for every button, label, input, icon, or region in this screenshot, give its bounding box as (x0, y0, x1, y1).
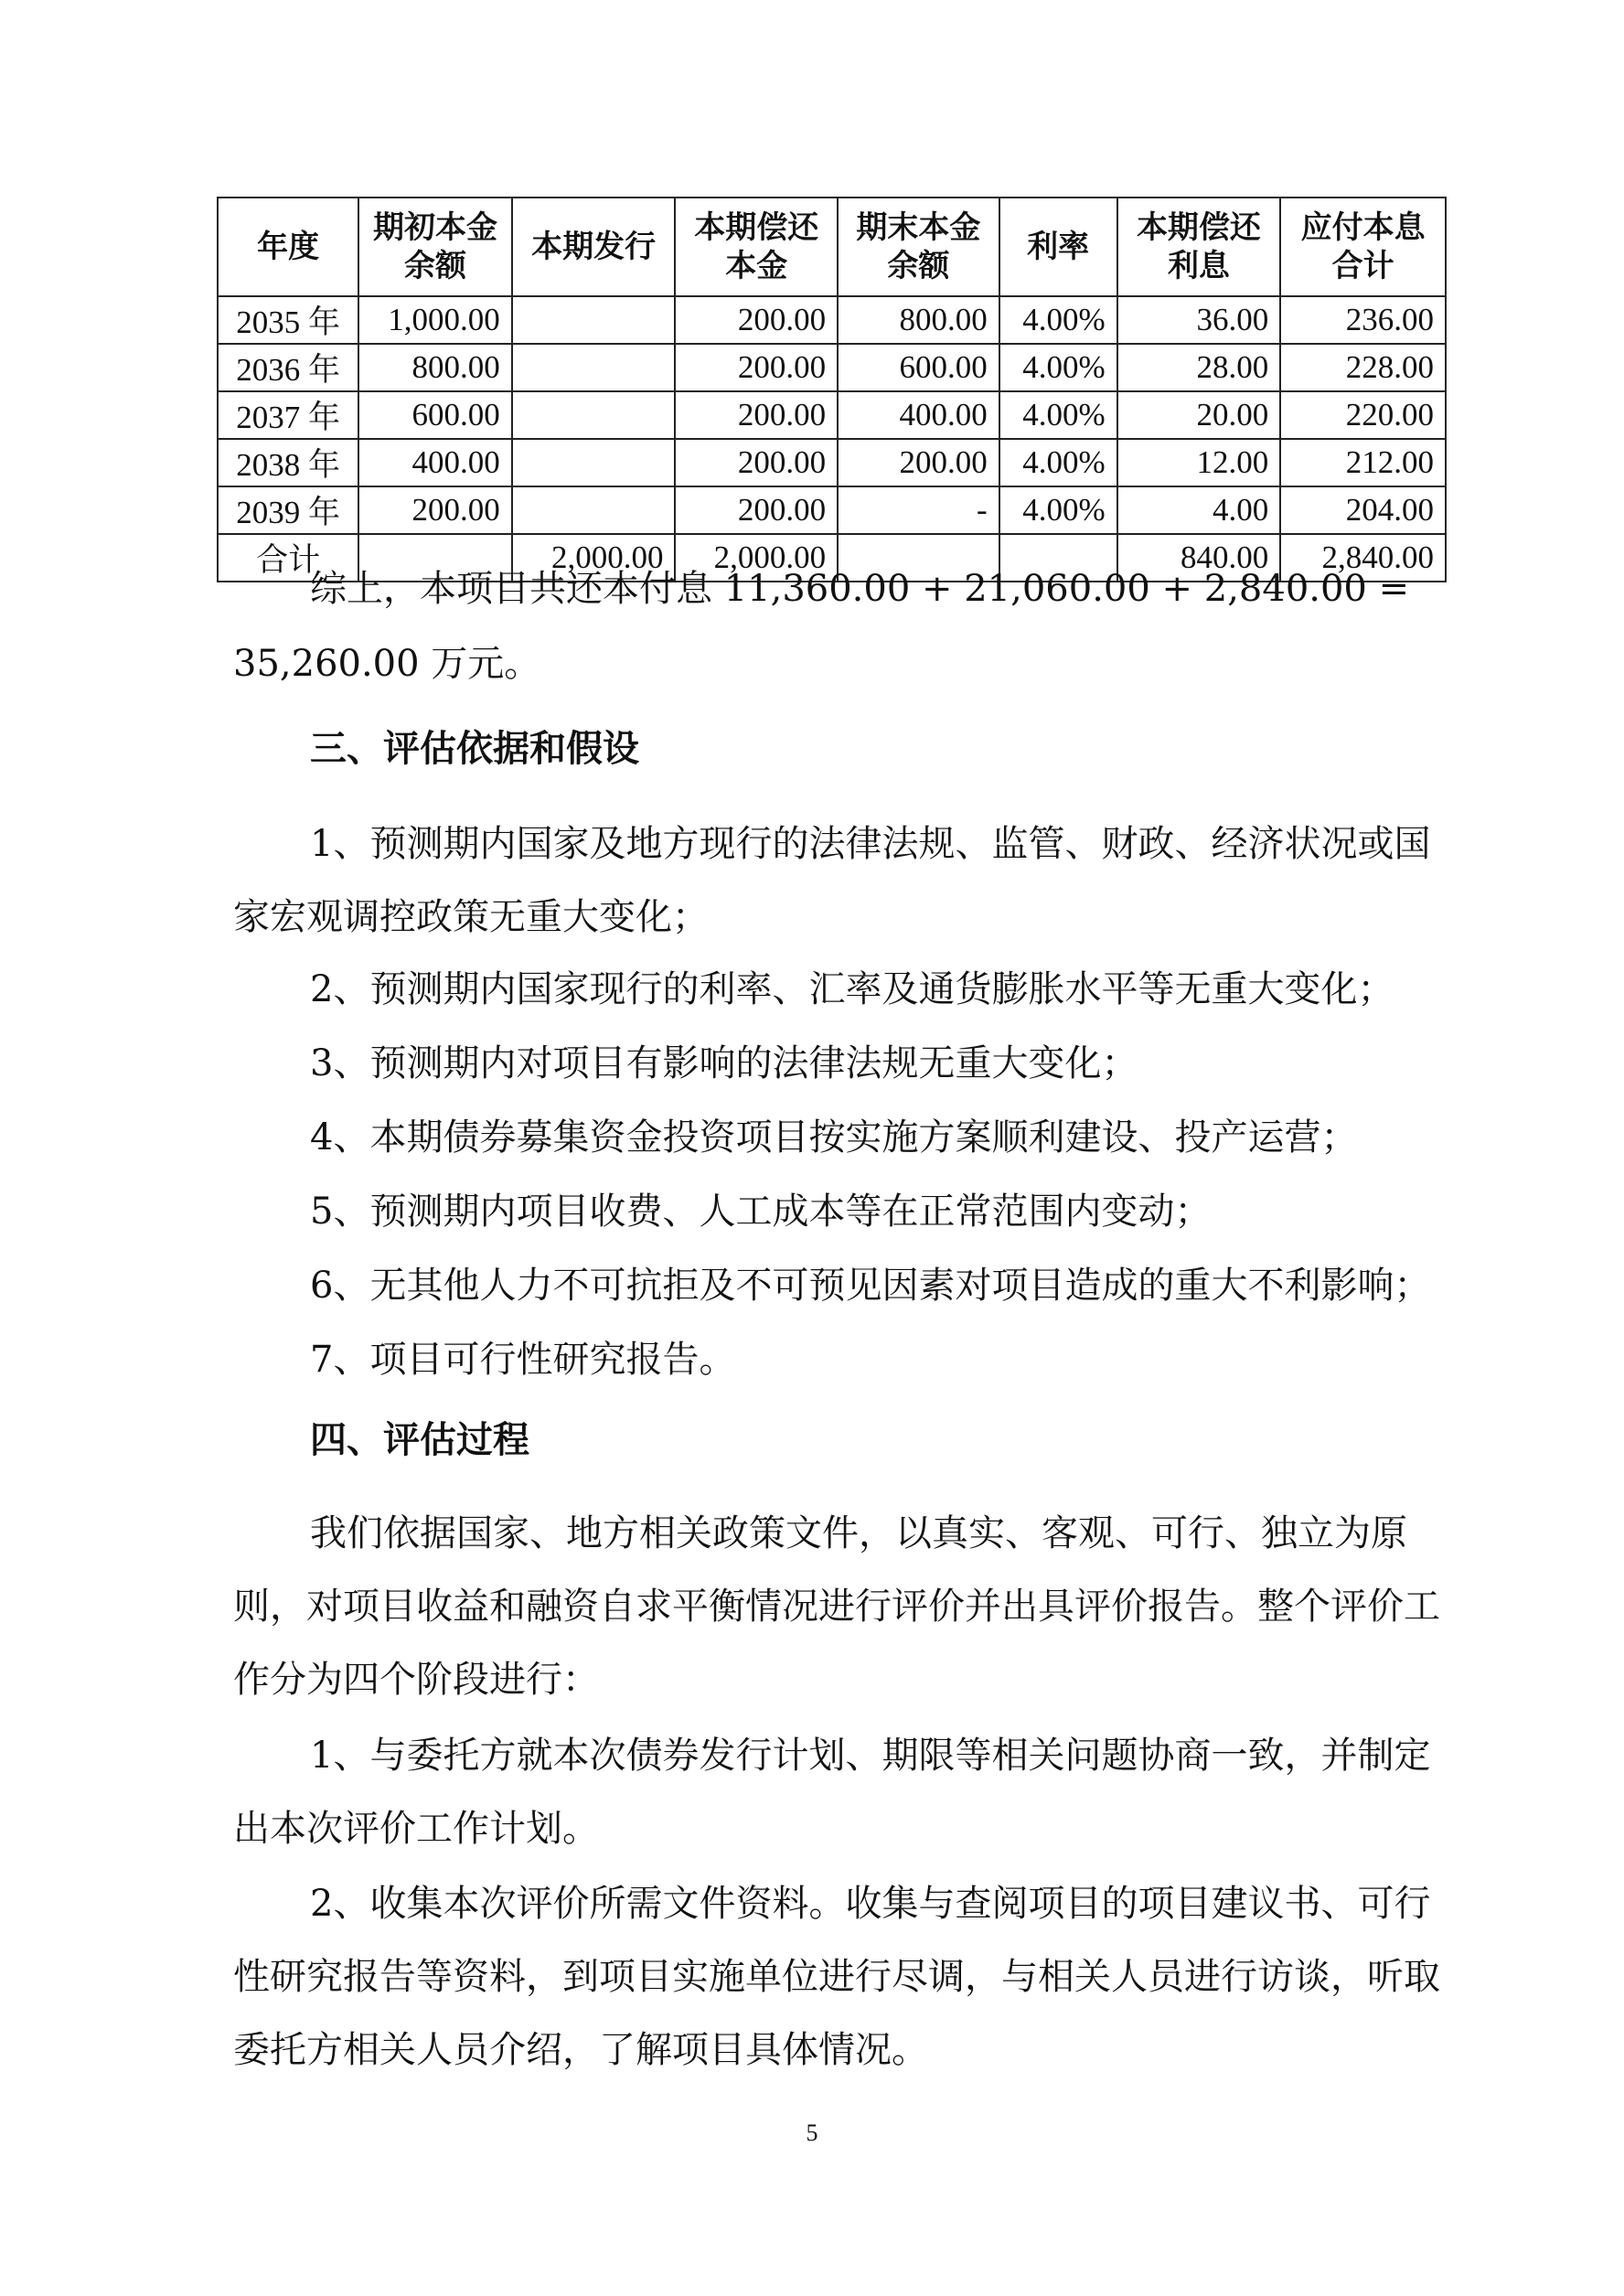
section3-item-4: 4、本期债券募集资金投资项目按实施方案顺利建设、投产运营； (310, 1116, 1358, 1159)
section3-item-7: 7、项目可行性研究报告。 (310, 1339, 736, 1381)
cell-issuance (512, 296, 676, 344)
page-number: 5 (806, 2120, 818, 2146)
cell-opening: 800.00 (358, 344, 511, 391)
cell-year: 2038 年 (218, 439, 358, 486)
section3-item-6: 6、无其他人力不可抗拒及不可预见因素对项目造成的重大不利影响； (310, 1265, 1431, 1307)
table-row (218, 439, 1446, 486)
cell-closing: - (838, 486, 999, 534)
cell-issuance (512, 486, 676, 534)
cell-principal: 200.00 (675, 296, 838, 344)
header-issuance: 本期发行 (512, 198, 676, 296)
cell-rate: 4.00% (999, 486, 1117, 534)
section4-intro: 我们依据国家、地方相关政策文件，以真实、客观、可行、独立为原则，对项目收益和融资自求平衡情况进行评价并出具评价报告。整个评价工作分为四个阶段进行： (233, 1512, 1440, 1701)
table-header-row (218, 198, 1446, 296)
header-opening-principal: 期初本金 余额 (358, 198, 511, 296)
table-row (218, 344, 1446, 391)
cell-interest: 12.00 (1117, 439, 1281, 486)
cell-closing: 400.00 (838, 391, 999, 439)
section3-item-2: 2、预测期内国家现行的利率、汇率及通货膨胀水平等无重大变化； (310, 968, 1394, 1010)
cell-principal: 200.00 (675, 486, 838, 534)
cell-issuance (512, 439, 676, 486)
cell-issuance (512, 391, 676, 439)
summary-total: 35,260.00 万元。 (233, 643, 541, 685)
header-total-due: 应付本息 合计 (1280, 198, 1446, 296)
cell-rate: 4.00% (999, 296, 1117, 344)
cell-principal: 2,000.00 (675, 534, 838, 582)
cell-principal: 200.00 (675, 439, 838, 486)
header-interest-repaid: 本期偿还 利息 (1117, 198, 1281, 296)
table-row (218, 296, 1446, 344)
cell-total: 220.00 (1280, 391, 1446, 439)
cell-principal: 200.00 (675, 391, 838, 439)
cell-rate: 4.00% (999, 391, 1117, 439)
cell-rate: 4.00% (999, 344, 1117, 391)
cell-interest: 28.00 (1117, 344, 1281, 391)
cell-total: 228.00 (1280, 344, 1446, 391)
section4-heading: 四、评估过程 (310, 1418, 529, 1461)
header-year: 年度 (218, 198, 358, 296)
cell-issuance: 2,000.00 (512, 534, 676, 582)
table-row (218, 391, 1446, 439)
cell-year: 2039 年 (218, 486, 358, 534)
cell-interest: 36.00 (1117, 296, 1281, 344)
cell-closing: 800.00 (838, 296, 999, 344)
cell-year: 2037 年 (218, 391, 358, 439)
table-row (218, 486, 1446, 534)
summary-line: 综上，本项目共还本付息 11,360.00 + 21,060.00 + 2,840.00 = (310, 568, 1410, 610)
section3-item-5: 5、预测期内项目收费、人工成本等在正常范围内变动； (310, 1191, 1212, 1233)
cell-principal: 200.00 (675, 344, 838, 391)
header-rate: 利率 (999, 198, 1117, 296)
cell-total-label: 合计 (218, 534, 358, 582)
cell-issuance (512, 344, 676, 391)
cell-opening: 200.00 (358, 486, 511, 534)
header-closing-principal: 期末本金 余额 (838, 198, 999, 296)
section3-item-1: 1、预测期内国家及地方现行的法律法规、监管、财政、经济状况或国家宏观调控政策无重大变化； (233, 823, 1431, 938)
section3-heading: 三、评估依据和假设 (310, 727, 639, 770)
cell-year: 2036 年 (218, 344, 358, 391)
cell-interest: 840.00 (1117, 534, 1281, 582)
debt-repayment-table (217, 197, 1447, 582)
section4-item-2: 2、收集本次评价所需文件资料。收集与查阅项目的项目建议书、可行性研究报告等资料，到项目实施单位进行尽调，与相关人员进行访谈，听取委托方相关人员介绍，了解项目具体情况。 (233, 1883, 1440, 2071)
cell-opening: 400.00 (358, 439, 511, 486)
section4-item-1: 1、与委托方就本次债券发行计划、期限等相关问题协商一致，并制定出本次评价工作计划。 (233, 1735, 1431, 1850)
cell-total: 236.00 (1280, 296, 1446, 344)
cell-year: 2035 年 (218, 296, 358, 344)
cell-opening: 600.00 (358, 391, 511, 439)
cell-total: 2,840.00 (1280, 534, 1446, 582)
cell-closing: 200.00 (838, 439, 999, 486)
cell-total: 212.00 (1280, 439, 1446, 486)
section3-item-3: 3、预测期内对项目有影响的法律法规无重大变化； (310, 1042, 1138, 1084)
cell-rate: 4.00% (999, 439, 1117, 486)
cell-opening: 1,000.00 (358, 296, 511, 344)
cell-closing: 600.00 (838, 344, 999, 391)
header-principal-repaid: 本期偿还 本金 (675, 198, 838, 296)
cell-interest: 20.00 (1117, 391, 1281, 439)
cell-interest: 4.00 (1117, 486, 1281, 534)
cell-total: 204.00 (1280, 486, 1446, 534)
